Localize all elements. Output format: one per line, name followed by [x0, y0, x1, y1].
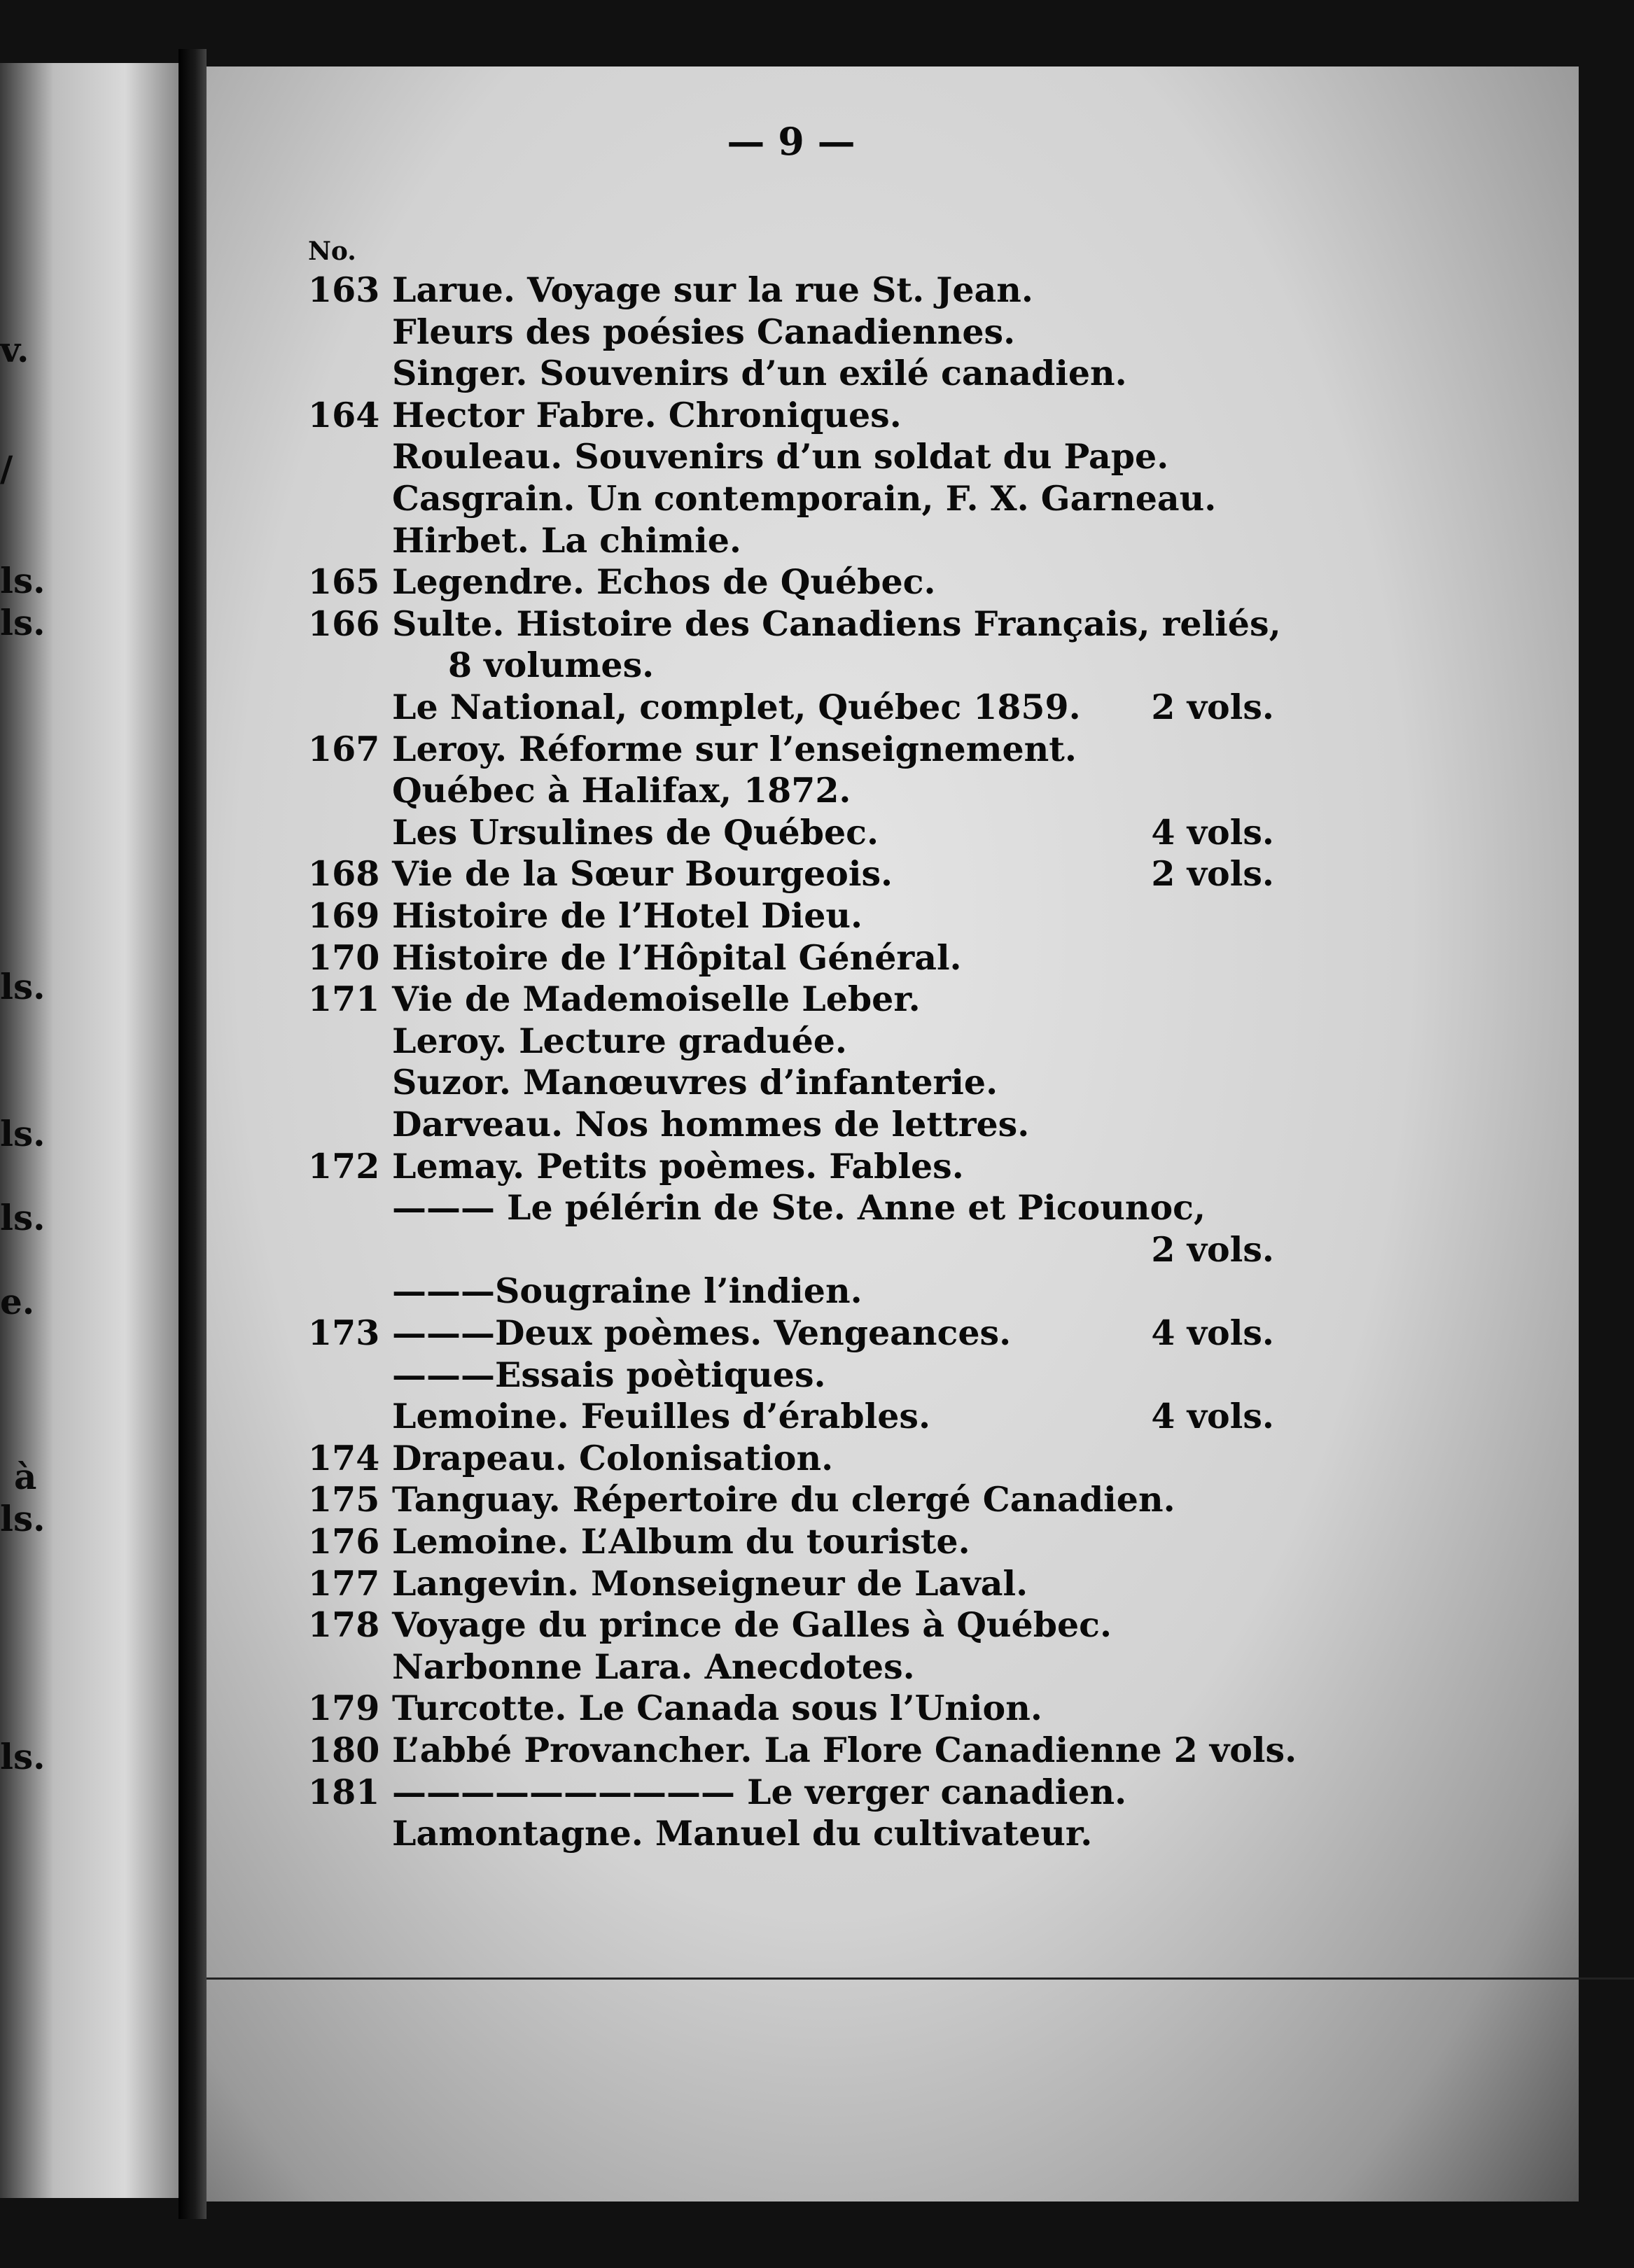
catalog-entry	[308, 1813, 1274, 1855]
entry-number: 167	[308, 729, 380, 769]
entry-number: 164	[308, 395, 380, 435]
entry-number: 165	[308, 561, 380, 602]
page-bottom-rule	[207, 1977, 1634, 1980]
entry-volumes: 2 vols.	[1151, 1229, 1274, 1270]
catalog-entry	[308, 645, 1274, 687]
entry-title: Histoire de l’Hotel Dieu.	[392, 895, 863, 936]
catalog-entry	[308, 353, 1274, 395]
entry-number: 169	[308, 895, 380, 936]
entry-number: 171	[308, 979, 380, 1019]
entry-title: Vie de la Sœur Bourgeois.	[392, 853, 893, 894]
entry-title: Leroy. Lecture graduée.	[392, 1021, 847, 1061]
catalog-entry	[308, 1021, 1274, 1063]
left-page-fragment: ls.	[0, 966, 46, 1007]
book-gutter	[179, 49, 207, 2219]
entry-title: Narbonne Lara. Anecdotes.	[392, 1646, 915, 1687]
catalog-entry	[308, 478, 1274, 520]
entry-title: Legendre. Echos de Québec.	[392, 561, 936, 602]
catalog-entry	[308, 1646, 1274, 1688]
catalog-entry	[308, 895, 1274, 937]
entry-title: Voyage du prince de Galles à Québec.	[392, 1604, 1112, 1645]
entry-volumes: 4 vols.	[1151, 1312, 1274, 1353]
entry-number: 170	[308, 937, 380, 978]
catalog-entry	[308, 436, 1274, 478]
catalog-entry	[308, 1104, 1274, 1146]
entry-number: 177	[308, 1563, 380, 1604]
entry-number: 176	[308, 1521, 380, 1562]
catalog-entry	[308, 603, 1281, 645]
previous-page-fragment	[0, 63, 179, 2198]
entry-title: Larue. Voyage sur la rue St. Jean.	[392, 270, 1033, 310]
entry-title: ———Deux poèmes. Vengeances.	[392, 1312, 1012, 1353]
entry-number: 181	[308, 1772, 380, 1812]
left-page-fragment: ls.	[0, 1197, 46, 1238]
entry-title: Lamontagne. Manuel du cultivateur.	[392, 1813, 1093, 1854]
catalog-entry	[308, 1229, 1274, 1271]
entry-title: Langevin. Monseigneur de Laval.	[392, 1563, 1028, 1604]
catalog-entry	[308, 853, 1274, 895]
entry-number: 175	[308, 1479, 380, 1520]
entry-title: Turcotte. Le Canada sous l’Union.	[392, 1688, 1042, 1728]
entry-title: Histoire de l’Hôpital Général.	[392, 937, 962, 978]
left-page-fragment: ls.	[0, 560, 46, 601]
catalog-entry	[308, 1772, 1274, 1814]
catalog-entry	[308, 1146, 1274, 1188]
entry-title: Hirbet. La chimie.	[392, 520, 741, 561]
left-page-fragment: v.	[0, 329, 29, 370]
entry-title: Fleurs des poésies Canadiennes.	[392, 312, 1016, 352]
entry-title: Québec à Halifax, 1872.	[392, 770, 851, 811]
entry-title: Leroy. Réforme sur l’enseignement.	[392, 729, 1077, 769]
entry-number: 168	[308, 853, 380, 894]
catalog-entry	[308, 687, 1274, 729]
entry-volumes: 4 vols.	[1151, 812, 1274, 853]
entry-title: Les Ursulines de Québec.	[392, 812, 879, 853]
entry-title: Lemoine. Feuilles d’érables.	[392, 1396, 931, 1436]
catalog-entry	[308, 1396, 1274, 1438]
catalog-entry	[308, 729, 1274, 771]
entry-title: Lemay. Petits poèmes. Fables.	[392, 1146, 964, 1186]
catalog-entry	[308, 937, 1274, 979]
catalog-entry	[308, 1187, 1274, 1229]
entry-volumes: 2 vols.	[1151, 853, 1274, 894]
entry-number: 173	[308, 1312, 380, 1353]
entry-title: L’abbé Provancher. La Flore Canadienne 2 vols.	[392, 1730, 1297, 1770]
entry-title: Singer. Souvenirs d’un exilé canadien.	[392, 353, 1127, 393]
catalog-entry	[308, 812, 1274, 854]
entry-title: Lemoine. L’Album du touriste.	[392, 1521, 970, 1562]
left-page-fragment: ls.	[0, 602, 46, 643]
catalog-entry	[308, 1270, 1274, 1312]
entry-number: 180	[308, 1730, 380, 1770]
entry-title: Sulte. Histoire des Canadiens Français, reliés,	[392, 603, 1281, 644]
entry-number: 166	[308, 603, 380, 644]
catalog-entry	[308, 520, 1274, 562]
left-page-fragment: ls.	[0, 1113, 46, 1154]
entry-number: 172	[308, 1146, 380, 1186]
left-page-fragment: ls.	[0, 1498, 46, 1539]
number-column-header: No.	[308, 237, 356, 266]
catalog-entry	[308, 1062, 1274, 1104]
entry-title: 8 volumes.	[448, 645, 655, 685]
entry-title: Drapeau. Colonisation.	[392, 1438, 834, 1478]
left-page-fragment: /	[0, 448, 13, 489]
catalog-entry	[308, 1688, 1274, 1730]
entry-title: ———Essais poètiques.	[392, 1354, 826, 1395]
catalog-entry	[308, 770, 1274, 812]
entry-number: 178	[308, 1604, 380, 1645]
left-page-fragment: à	[14, 1456, 37, 1497]
entry-number: 174	[308, 1438, 380, 1478]
entry-title: Suzor. Manœuvres d’infanterie.	[392, 1062, 998, 1102]
entry-title: Rouleau. Souvenirs d’un soldat du Pape.	[392, 436, 1169, 477]
page-number: — 9 —	[727, 119, 856, 164]
catalog-entry	[308, 312, 1274, 354]
catalog-entry	[308, 270, 1274, 312]
entry-volumes: 4 vols.	[1151, 1396, 1274, 1436]
entry-title: Tanguay. Répertoire du clergé Canadien.	[392, 1479, 1175, 1520]
entry-title: Casgrain. Un contemporain, F. X. Garneau.	[392, 478, 1217, 519]
left-page-fragment: ls.	[0, 1736, 46, 1777]
entry-title: ———Sougraine l’indien.	[392, 1270, 863, 1311]
catalog-entry	[308, 1354, 1274, 1396]
catalog-entry	[308, 979, 1274, 1021]
entry-title: ——— Le pélérin de Ste. Anne et Picounoc,	[392, 1187, 1206, 1228]
catalog-entry	[308, 1521, 1274, 1563]
left-page-fragment: e.	[0, 1281, 35, 1322]
entry-title: Darveau. Nos hommes de lettres.	[392, 1104, 1030, 1144]
entry-number: 179	[308, 1688, 380, 1728]
catalog-entry	[308, 1563, 1274, 1605]
entry-title: —————————— Le verger canadien.	[392, 1772, 1127, 1812]
catalog-entry	[308, 1438, 1274, 1480]
catalog-entry	[308, 561, 1274, 603]
catalog-entry	[308, 1730, 1297, 1772]
entry-volumes: 2 vols.	[1151, 687, 1274, 727]
catalog-entry	[308, 1604, 1274, 1646]
catalog-entry	[308, 1479, 1274, 1521]
entry-title: Le National, complet, Québec 1859.	[392, 687, 1081, 727]
entry-title: Hector Fabre. Chroniques.	[392, 395, 902, 435]
catalog-entry	[308, 1312, 1274, 1354]
entry-title: Vie de Mademoiselle Leber.	[392, 979, 921, 1019]
entry-number: 163	[308, 270, 380, 310]
catalog-entry	[308, 395, 1274, 437]
